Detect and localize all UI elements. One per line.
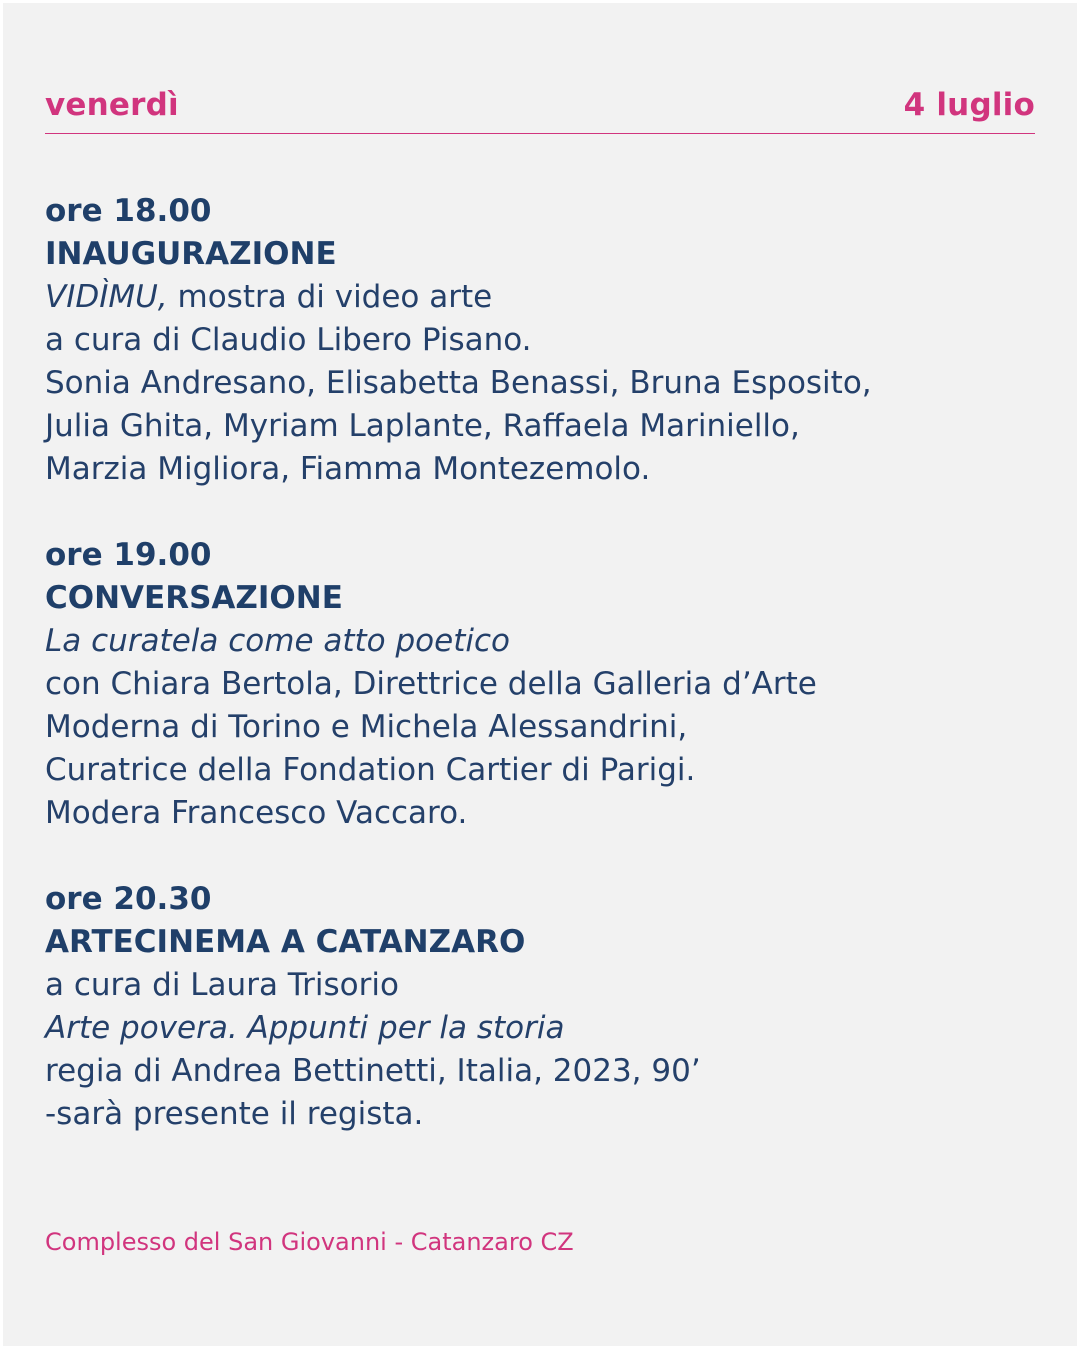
- location-footer: Complesso del San Giovanni - Catanzaro CZ: [45, 1228, 574, 1256]
- event-subtitle: [45, 276, 1045, 319]
- work-title: Arte povera. Appunti per la storia: [45, 1010, 565, 1046]
- event-page: [3, 3, 1077, 1346]
- work-description: mostra di video arte: [167, 279, 493, 315]
- event-detail-line: -sarà presente il regista.: [45, 1096, 424, 1132]
- event-list: [45, 190, 1045, 1179]
- event-title: ARTECINEMA A CATANZARO: [45, 924, 526, 960]
- event-detail-line: a cura di Claudio Libero Pisano.: [45, 322, 532, 358]
- event-3: [45, 878, 1045, 1136]
- event-time: ore 19.00: [45, 537, 212, 573]
- event-detail-line: Marzia Migliora, Fiamma Montezemolo.: [45, 451, 651, 487]
- event-curator-line: a cura di Laura Trisorio: [45, 967, 399, 1003]
- event-time: ore 18.00: [45, 193, 212, 229]
- event-time: ore 20.30: [45, 881, 212, 917]
- work-title: La curatela come atto poetico: [45, 623, 510, 659]
- event-detail-line: Julia Ghita, Myriam Laplante, Raffaela Mariniello,: [45, 408, 800, 444]
- work-title: VIDÌMU,: [45, 279, 168, 315]
- event-detail-line: Curatrice della Fondation Cartier di Parigi.: [45, 752, 696, 788]
- event-1: [45, 190, 1045, 491]
- header: [45, 85, 1035, 134]
- event-detail-line: Moderna di Torino e Michela Alessandrini,: [45, 709, 688, 745]
- event-2: [45, 534, 1045, 835]
- event-detail-line: Sonia Andresano, Elisabetta Benassi, Bruna Esposito,: [45, 365, 872, 401]
- event-detail-line: regia di Andrea Bettinetti, Italia, 2023, 90’: [45, 1053, 701, 1089]
- event-title: INAUGURAZIONE: [45, 236, 337, 272]
- date-label: 4 luglio: [903, 87, 1035, 123]
- event-detail-line: con Chiara Bertola, Direttrice della Galleria d’Arte: [45, 666, 817, 702]
- event-detail-line: Modera Francesco Vaccaro.: [45, 795, 468, 831]
- day-label: venerdì: [45, 87, 179, 123]
- event-title: CONVERSAZIONE: [45, 580, 343, 616]
